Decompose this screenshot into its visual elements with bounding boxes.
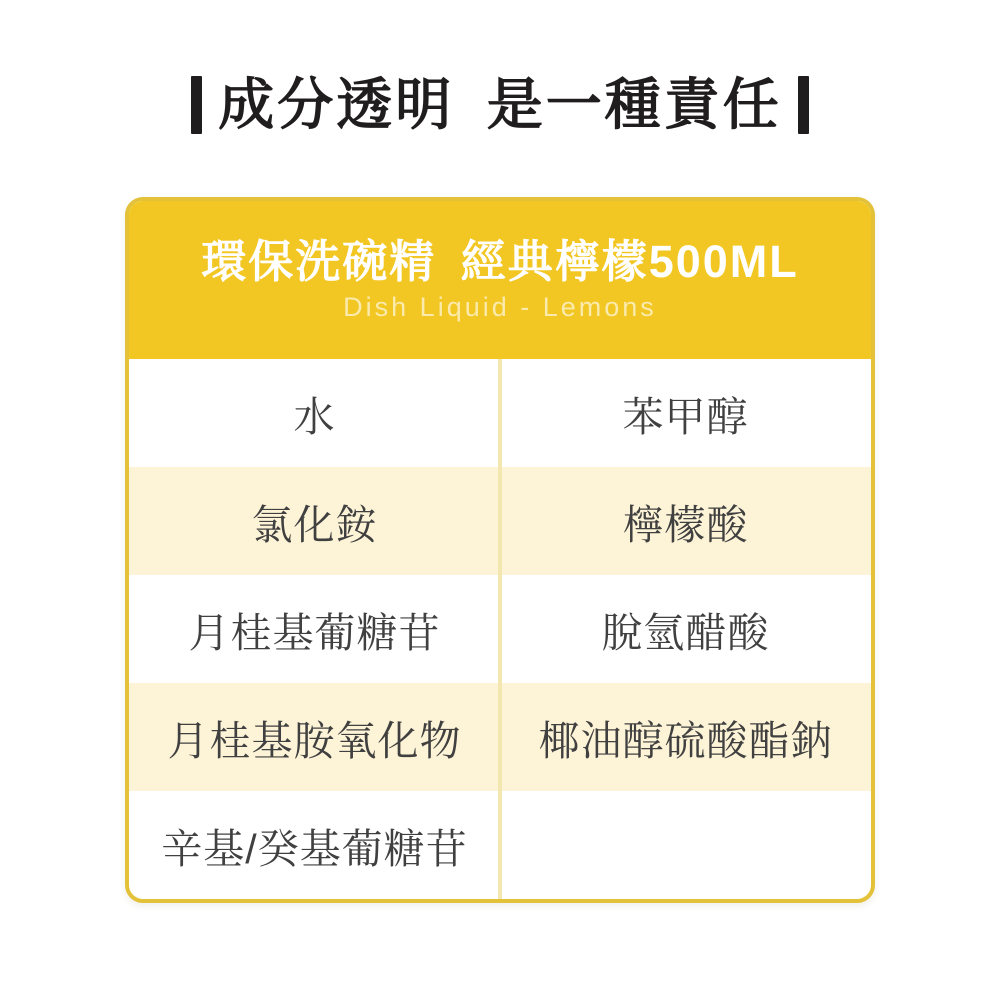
column-divider bbox=[498, 359, 502, 899]
heading-accent-bar-right bbox=[798, 76, 809, 134]
ingredient-cell: 脫氫醋酸 bbox=[601, 609, 770, 656]
ingredient-table bbox=[129, 359, 871, 899]
page-heading-group bbox=[0, 73, 1000, 136]
page-heading: 成分透明 是一種責任 bbox=[218, 73, 782, 136]
ingredient-card bbox=[125, 197, 875, 903]
ingredient-cell: 氯化銨 bbox=[251, 501, 378, 548]
ingredient-cell: 月桂基葡糖苷 bbox=[188, 609, 441, 656]
card-header bbox=[129, 201, 871, 359]
ingredient-cell: 椰油醇硫酸酯鈉 bbox=[538, 717, 833, 764]
ingredient-cell: 月桂基胺氧化物 bbox=[167, 717, 462, 764]
ingredient-cell: 苯甲醇 bbox=[622, 393, 749, 440]
ingredient-cell: 辛基/癸基葡糖苷 bbox=[161, 825, 468, 872]
product-subtitle: Dish Liquid - Lemons bbox=[343, 292, 657, 322]
product-title: 環保洗碗精 經典檸檬500ML bbox=[201, 236, 799, 287]
ingredient-cell: 水 bbox=[293, 393, 336, 440]
ingredient-cell: 檸檬酸 bbox=[622, 501, 749, 548]
heading-accent-bar-left bbox=[191, 76, 202, 134]
ingredient-cell bbox=[500, 791, 871, 899]
